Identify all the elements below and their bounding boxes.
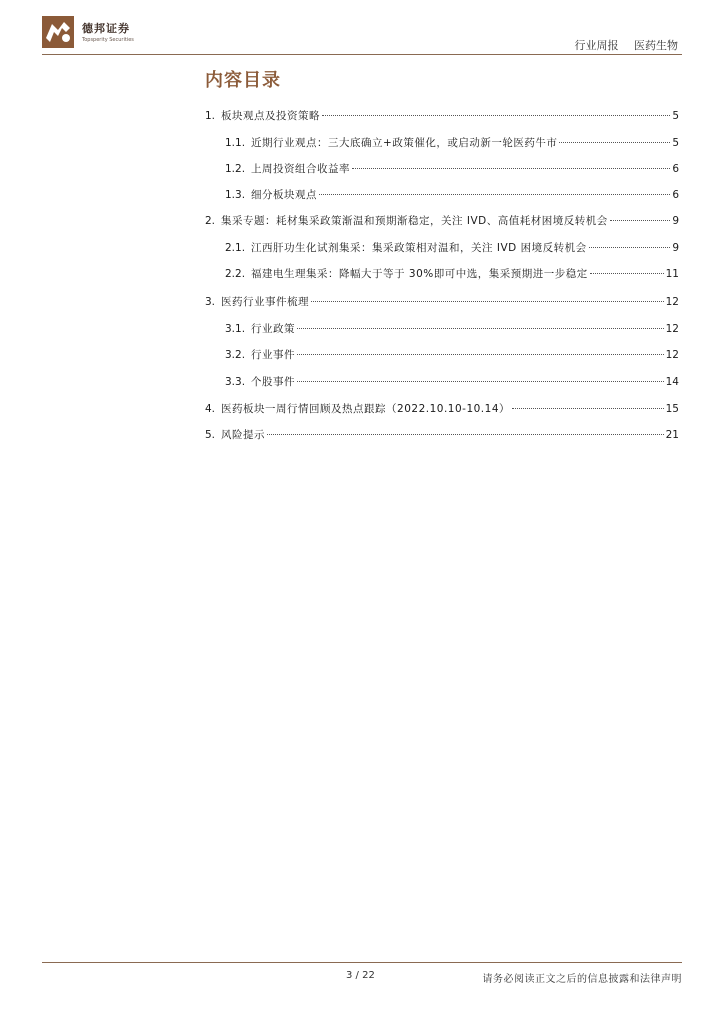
toc-entry[interactable] xyxy=(225,374,679,390)
toc-dot-leader xyxy=(512,408,664,409)
company-logo xyxy=(42,16,142,50)
toc-entry-title: 江西肝功生化试剂集采：集采政策相对温和，关注 IVD 困境反转机会 xyxy=(251,242,587,254)
toc-entry-title: 细分板块观点 xyxy=(251,189,318,201)
toc-entry-page: 5 xyxy=(672,137,679,149)
toc-entry-title: 上周投资组合收益率 xyxy=(251,163,351,175)
toc-dot-leader xyxy=(559,142,670,143)
toc-entry-number: 1.1. xyxy=(225,137,246,149)
toc-entry-page: 21 xyxy=(665,429,679,441)
toc-entry-number: 3.1. xyxy=(225,323,246,335)
toc-entry-number: 5. xyxy=(205,429,216,441)
toc-dot-leader xyxy=(297,328,664,329)
toc-entry-page: 15 xyxy=(665,403,679,415)
toc-title: 内容目录 xyxy=(205,70,281,91)
toc-entry-title: 近期行业观点：三大底确立+政策催化，或启动新一轮医药牛市 xyxy=(251,137,558,149)
toc-dot-leader xyxy=(297,381,664,382)
toc-entry-title: 风险提示 xyxy=(221,429,266,441)
toc-entry-number: 3.3. xyxy=(225,376,246,388)
toc-entry[interactable] xyxy=(205,108,679,124)
toc-entry[interactable] xyxy=(205,401,679,417)
toc-entry[interactable] xyxy=(225,240,679,256)
toc-entry-page: 12 xyxy=(665,323,679,335)
toc-entry[interactable] xyxy=(205,427,679,443)
toc-entry-number: 2.2. xyxy=(225,268,246,280)
toc-dot-leader xyxy=(319,194,670,195)
toc-entry-title: 行业政策 xyxy=(251,323,296,335)
header-labels xyxy=(575,37,679,53)
toc-entry-number: 4. xyxy=(205,403,216,415)
toc-entry[interactable] xyxy=(225,347,679,363)
toc-dot-leader xyxy=(267,434,664,435)
toc-dot-leader xyxy=(589,247,671,248)
page-number: 3 / 22 xyxy=(346,970,375,981)
toc-entry-page: 11 xyxy=(665,268,679,280)
footer-disclaimer: 请务必阅读正文之后的信息披露和法律声明 xyxy=(482,974,682,985)
toc-entry-title: 个股事件 xyxy=(251,376,296,388)
toc-entry-page: 12 xyxy=(665,296,679,308)
footer-divider xyxy=(42,962,682,963)
toc-entry[interactable] xyxy=(225,135,679,151)
toc-entry[interactable] xyxy=(225,187,679,203)
toc-entry-number: 2.1. xyxy=(225,242,246,254)
toc-entry-page: 6 xyxy=(672,189,679,201)
sector-label: 医药生物 xyxy=(634,39,678,52)
toc-entry-page: 14 xyxy=(665,376,679,388)
toc-dot-leader xyxy=(590,273,664,274)
toc-dot-leader xyxy=(352,168,670,169)
logo-mark-icon xyxy=(42,16,74,48)
toc-entry-title: 医药板块一周行情回顾及热点跟踪（2022.10.10-10.14） xyxy=(221,403,510,415)
toc-entry[interactable] xyxy=(225,266,679,282)
toc-entry-page: 12 xyxy=(665,349,679,361)
report-type-label: 行业周报 xyxy=(574,39,619,52)
toc-entry-page: 9 xyxy=(672,215,679,227)
toc-entry-number: 2. xyxy=(205,215,216,227)
toc-dot-leader xyxy=(297,354,664,355)
toc-entry-page: 6 xyxy=(672,163,679,175)
toc-entry[interactable] xyxy=(205,294,679,310)
toc-dot-leader xyxy=(610,220,671,221)
toc-entry[interactable] xyxy=(225,321,679,337)
toc-dot-leader xyxy=(322,115,670,116)
toc-entry[interactable] xyxy=(225,161,679,177)
toc-entry-number: 1. xyxy=(205,110,216,122)
toc-entry-number: 1.3. xyxy=(225,189,246,201)
logo-english-name: Topsperity Securities xyxy=(82,37,134,43)
toc-entry-title: 集采专题：耗材集采政策渐温和预期渐稳定，关注 IVD、高值耗材困境反转机会 xyxy=(221,215,608,227)
toc-entry-page: 9 xyxy=(672,242,679,254)
toc-entry-number: 3.2. xyxy=(225,349,246,361)
header-divider xyxy=(42,54,682,55)
toc-entry-title: 行业事件 xyxy=(251,349,296,361)
toc-entry[interactable] xyxy=(205,213,679,229)
toc-entry-page: 5 xyxy=(672,110,679,122)
toc-entry-number: 1.2. xyxy=(225,163,246,175)
toc-entry-number: 3. xyxy=(205,296,216,308)
toc-entry-title: 板块观点及投资策略 xyxy=(221,110,321,122)
toc-entry-title: 医药行业事件梳理 xyxy=(221,296,310,308)
toc-entry-title: 福建电生理集采：降幅大于等于 30%即可中选，集采预期进一步稳定 xyxy=(251,268,588,280)
toc-dot-leader xyxy=(311,301,664,302)
logo-chinese-name: 德邦证券 xyxy=(82,22,130,35)
